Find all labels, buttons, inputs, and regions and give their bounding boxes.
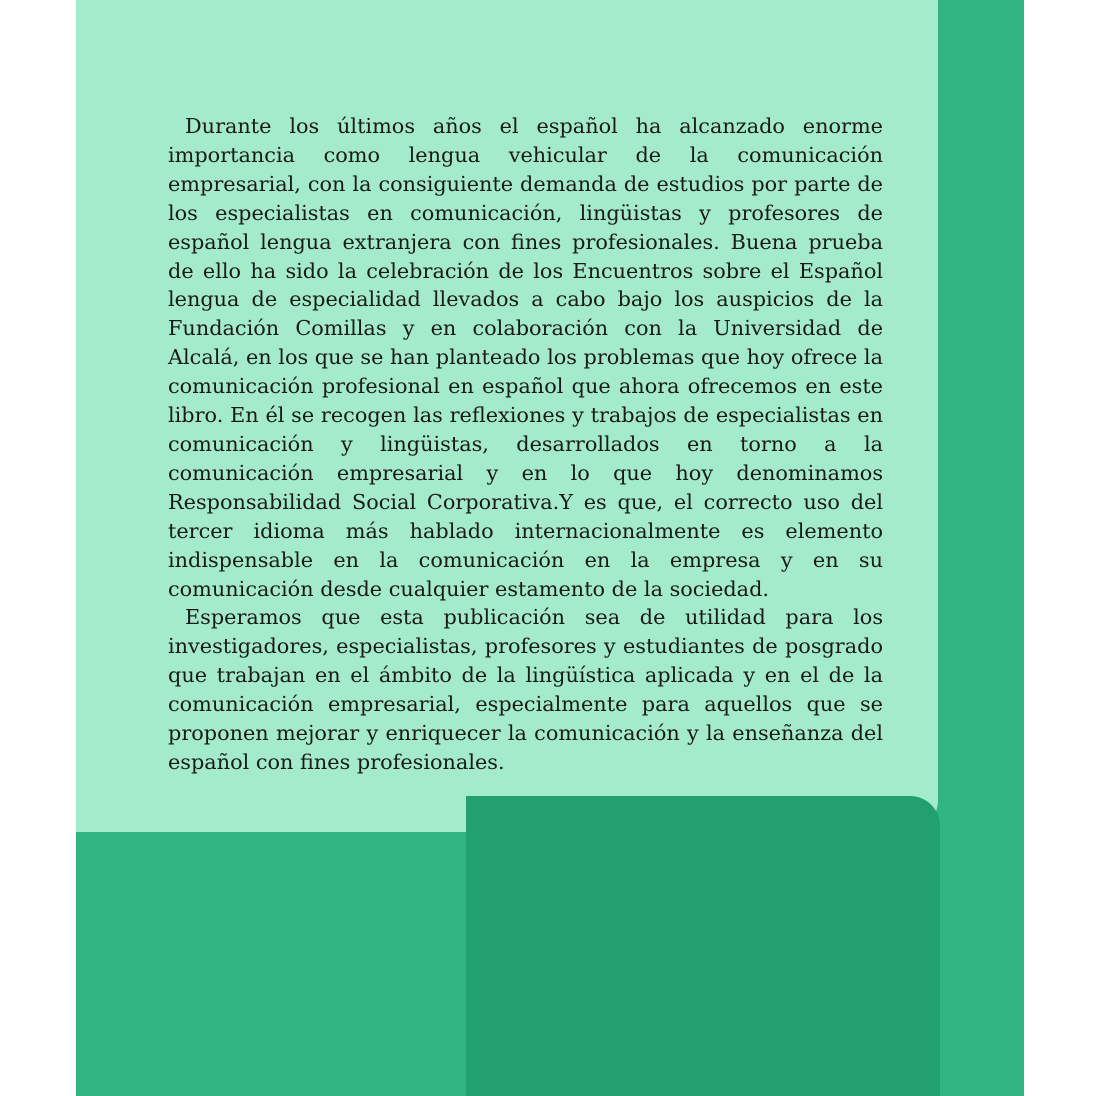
paragraph-2: Esperamos que esta publicación sea de utilidad para los investigadores, especialistas, profesores y estudiantes de posgrado que trabajan en el ámbito de la lingüística aplicada y en el de la comunicación empresarial, especialmente para aquellos que se proponen mejorar y enriquecer la comunicación y la enseñanza del español con fines profesionales. xyxy=(168,605,883,774)
paragraph-1: Durante los últimos años el español ha alcanzado enorme importancia como lengua vehicular de la comunicación empresarial, con la consiguiente demanda de estudios por parte de los especialistas en comunicación, lingüistas y profesores de español lengua extranjera con fines profesionales. Buena prueba de ello ha sido la celebración de los Encuentros sobre el Español lengua de especialidad llevados a cabo bajo los auspicios de la Fundación Comillas y en colaboración con la Universidad de Alcalá, en los que se han planteado los problemas que hoy ofrece la comunicación profesional en español que ahora ofrecemos en este libro. En él se recogen las reflexiones y trabajos de especialistas en comunicación y lingüistas, desarrollados en torno a la comunicación empresarial y en lo que hoy denominamos Responsabilidad Social Corporativa.Y es que, el correcto uso del tercer idioma más hablado internacionalmente es elemento indispensable en la comunicación en la empresa y en su comunicación desde cualquier estamento de la sociedad. xyxy=(168,114,883,601)
back-cover-text xyxy=(168,112,883,777)
book-back-cover xyxy=(76,0,1024,1096)
dark-green-block xyxy=(466,796,940,1096)
